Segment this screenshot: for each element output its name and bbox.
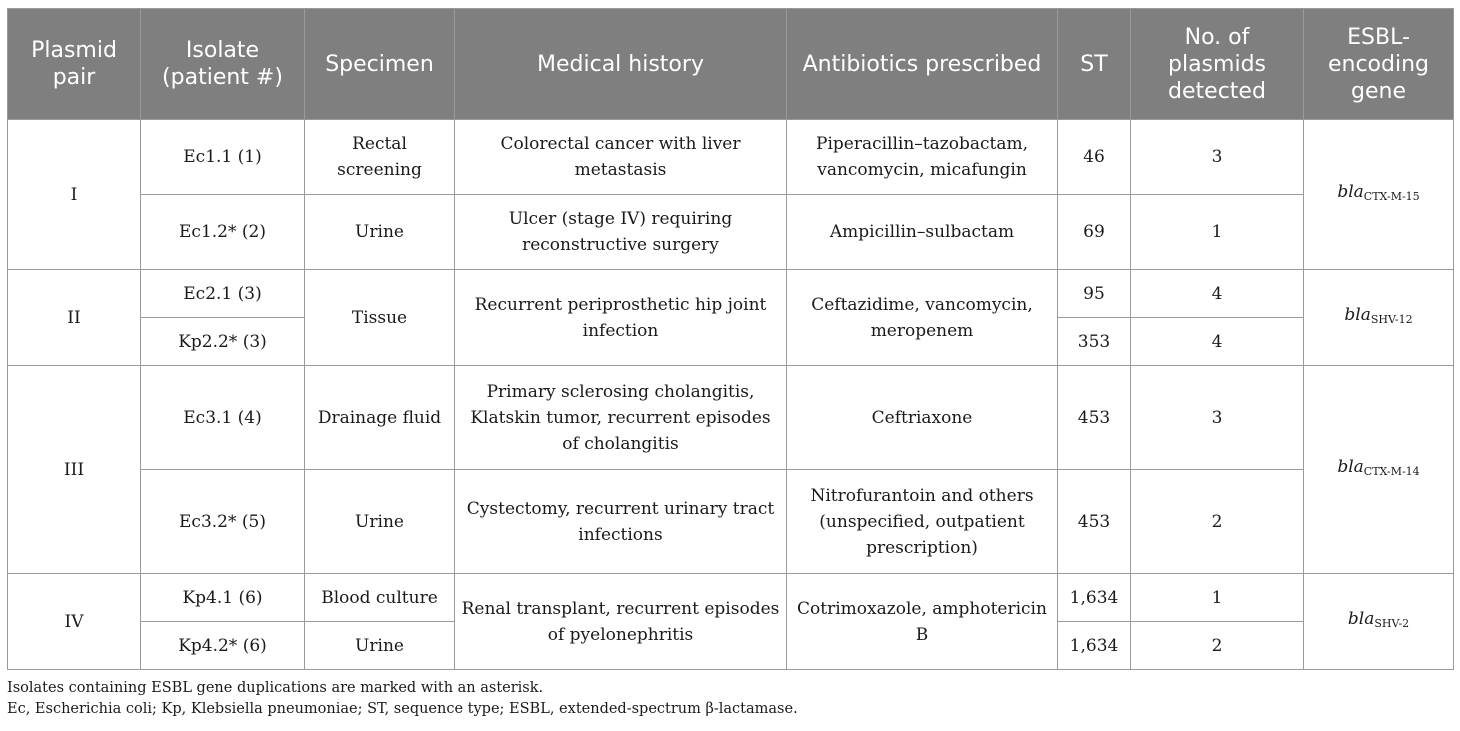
antibiotics-cell: Piperacillin–tazobactam, vancomycin, micafungin xyxy=(787,120,1058,195)
gene-base: bla xyxy=(1347,609,1375,629)
header-antibiotics: Antibiotics prescribed xyxy=(787,9,1058,120)
table-row xyxy=(8,195,1454,270)
st-cell: 95 xyxy=(1058,270,1131,318)
esbl-gene-cell xyxy=(1304,270,1454,366)
isolate-cell: Ec3.1 (4) xyxy=(141,366,305,470)
specimen-cell: Urine xyxy=(305,470,455,574)
table-row xyxy=(8,574,1454,622)
header-st: ST xyxy=(1058,9,1131,120)
esbl-gene-cell xyxy=(1304,366,1454,574)
history-cell: Primary sclerosing cholangitis, Klatskin tumor, recurrent episodes of cholangitis xyxy=(455,366,787,470)
plasmid-pair-cell: II xyxy=(8,270,141,366)
gene-base: bla xyxy=(1337,457,1364,477)
history-cell: Renal transplant, recurrent episodes of pyelonephritis xyxy=(455,574,787,670)
plasmid-pair-cell: III xyxy=(8,366,141,574)
plasmid-pair-cell: IV xyxy=(8,574,141,670)
plasmids-cell: 3 xyxy=(1131,366,1304,470)
specimen-cell: Rectal screening xyxy=(305,120,455,195)
history-cell: Recurrent periprosthetic hip joint infection xyxy=(455,270,787,366)
antibiotics-cell: Ceftriaxone xyxy=(787,366,1058,470)
table-row xyxy=(8,120,1454,195)
plasmids-cell: 4 xyxy=(1131,270,1304,318)
esbl-gene-cell xyxy=(1304,120,1454,270)
plasmids-cell: 2 xyxy=(1131,622,1304,670)
gene-variant: CTX-M-15 xyxy=(1363,190,1420,203)
history-cell: Ulcer (stage IV) requiring reconstructive surgery xyxy=(455,195,787,270)
isolate-cell: Kp2.2* (3) xyxy=(141,318,305,366)
header-esbl-gene: ESBL-encoding gene xyxy=(1304,9,1454,120)
antibiotics-cell: Cotrimoxazole, amphotericin B xyxy=(787,574,1058,670)
gene-base: bla xyxy=(1344,305,1371,325)
isolate-cell: Ec1.1 (1) xyxy=(141,120,305,195)
footnote-abbreviations: Ec, Escherichia coli; Kp, Klebsiella pneumoniae; ST, sequence type; ESBL, extended-spectrum β-lactamase. xyxy=(7,701,798,717)
st-cell: 46 xyxy=(1058,120,1131,195)
st-cell: 453 xyxy=(1058,470,1131,574)
specimen-cell: Drainage fluid xyxy=(305,366,455,470)
header-plasmid-pair: Plasmid pair xyxy=(8,9,141,120)
plasmids-cell: 4 xyxy=(1131,318,1304,366)
plasmids-cell: 2 xyxy=(1131,470,1304,574)
plasmid-pair-cell: I xyxy=(8,120,141,270)
plasmid-table xyxy=(7,8,1454,670)
antibiotics-cell: Nitrofurantoin and others (unspecified, outpatient prescription) xyxy=(787,470,1058,574)
header-row xyxy=(8,9,1454,120)
history-cell: Colorectal cancer with liver metastasis xyxy=(455,120,787,195)
isolate-cell: Ec3.2* (5) xyxy=(141,470,305,574)
antibiotics-cell: Ceftazidime, vancomycin, meropenem xyxy=(787,270,1058,366)
gene-variant: SHV-12 xyxy=(1370,313,1413,326)
st-cell: 453 xyxy=(1058,366,1131,470)
table-row xyxy=(8,366,1454,470)
esbl-gene-cell xyxy=(1304,574,1454,670)
specimen-cell: Urine xyxy=(305,195,455,270)
table-row xyxy=(8,270,1454,318)
footnote-asterisk: Isolates containing ESBL gene duplications are marked with an asterisk. xyxy=(7,680,544,696)
header-isolate: Isolate (patient #) xyxy=(141,9,305,120)
history-cell: Cystectomy, recurrent urinary tract infections xyxy=(455,470,787,574)
st-cell: 1,634 xyxy=(1058,574,1131,622)
isolate-cell: Ec1.2* (2) xyxy=(141,195,305,270)
table-footnotes xyxy=(7,678,798,720)
plasmids-cell: 1 xyxy=(1131,195,1304,270)
isolate-cell: Kp4.2* (6) xyxy=(141,622,305,670)
header-plasmids-detected: No. of plasmids detected xyxy=(1131,9,1304,120)
gene-variant: CTX-M-14 xyxy=(1363,465,1420,478)
isolate-cell: Ec2.1 (3) xyxy=(141,270,305,318)
gene-variant: SHV-2 xyxy=(1374,617,1410,630)
table-row xyxy=(8,470,1454,574)
isolate-cell: Kp4.1 (6) xyxy=(141,574,305,622)
st-cell: 1,634 xyxy=(1058,622,1131,670)
plasmids-cell: 1 xyxy=(1131,574,1304,622)
specimen-cell: Blood culture xyxy=(305,574,455,622)
st-cell: 353 xyxy=(1058,318,1131,366)
gene-base: bla xyxy=(1337,182,1364,202)
specimen-cell: Tissue xyxy=(305,270,455,366)
specimen-cell: Urine xyxy=(305,622,455,670)
header-medical-history: Medical history xyxy=(455,9,787,120)
header-specimen: Specimen xyxy=(305,9,455,120)
antibiotics-cell: Ampicillin–sulbactam xyxy=(787,195,1058,270)
st-cell: 69 xyxy=(1058,195,1131,270)
plasmids-cell: 3 xyxy=(1131,120,1304,195)
